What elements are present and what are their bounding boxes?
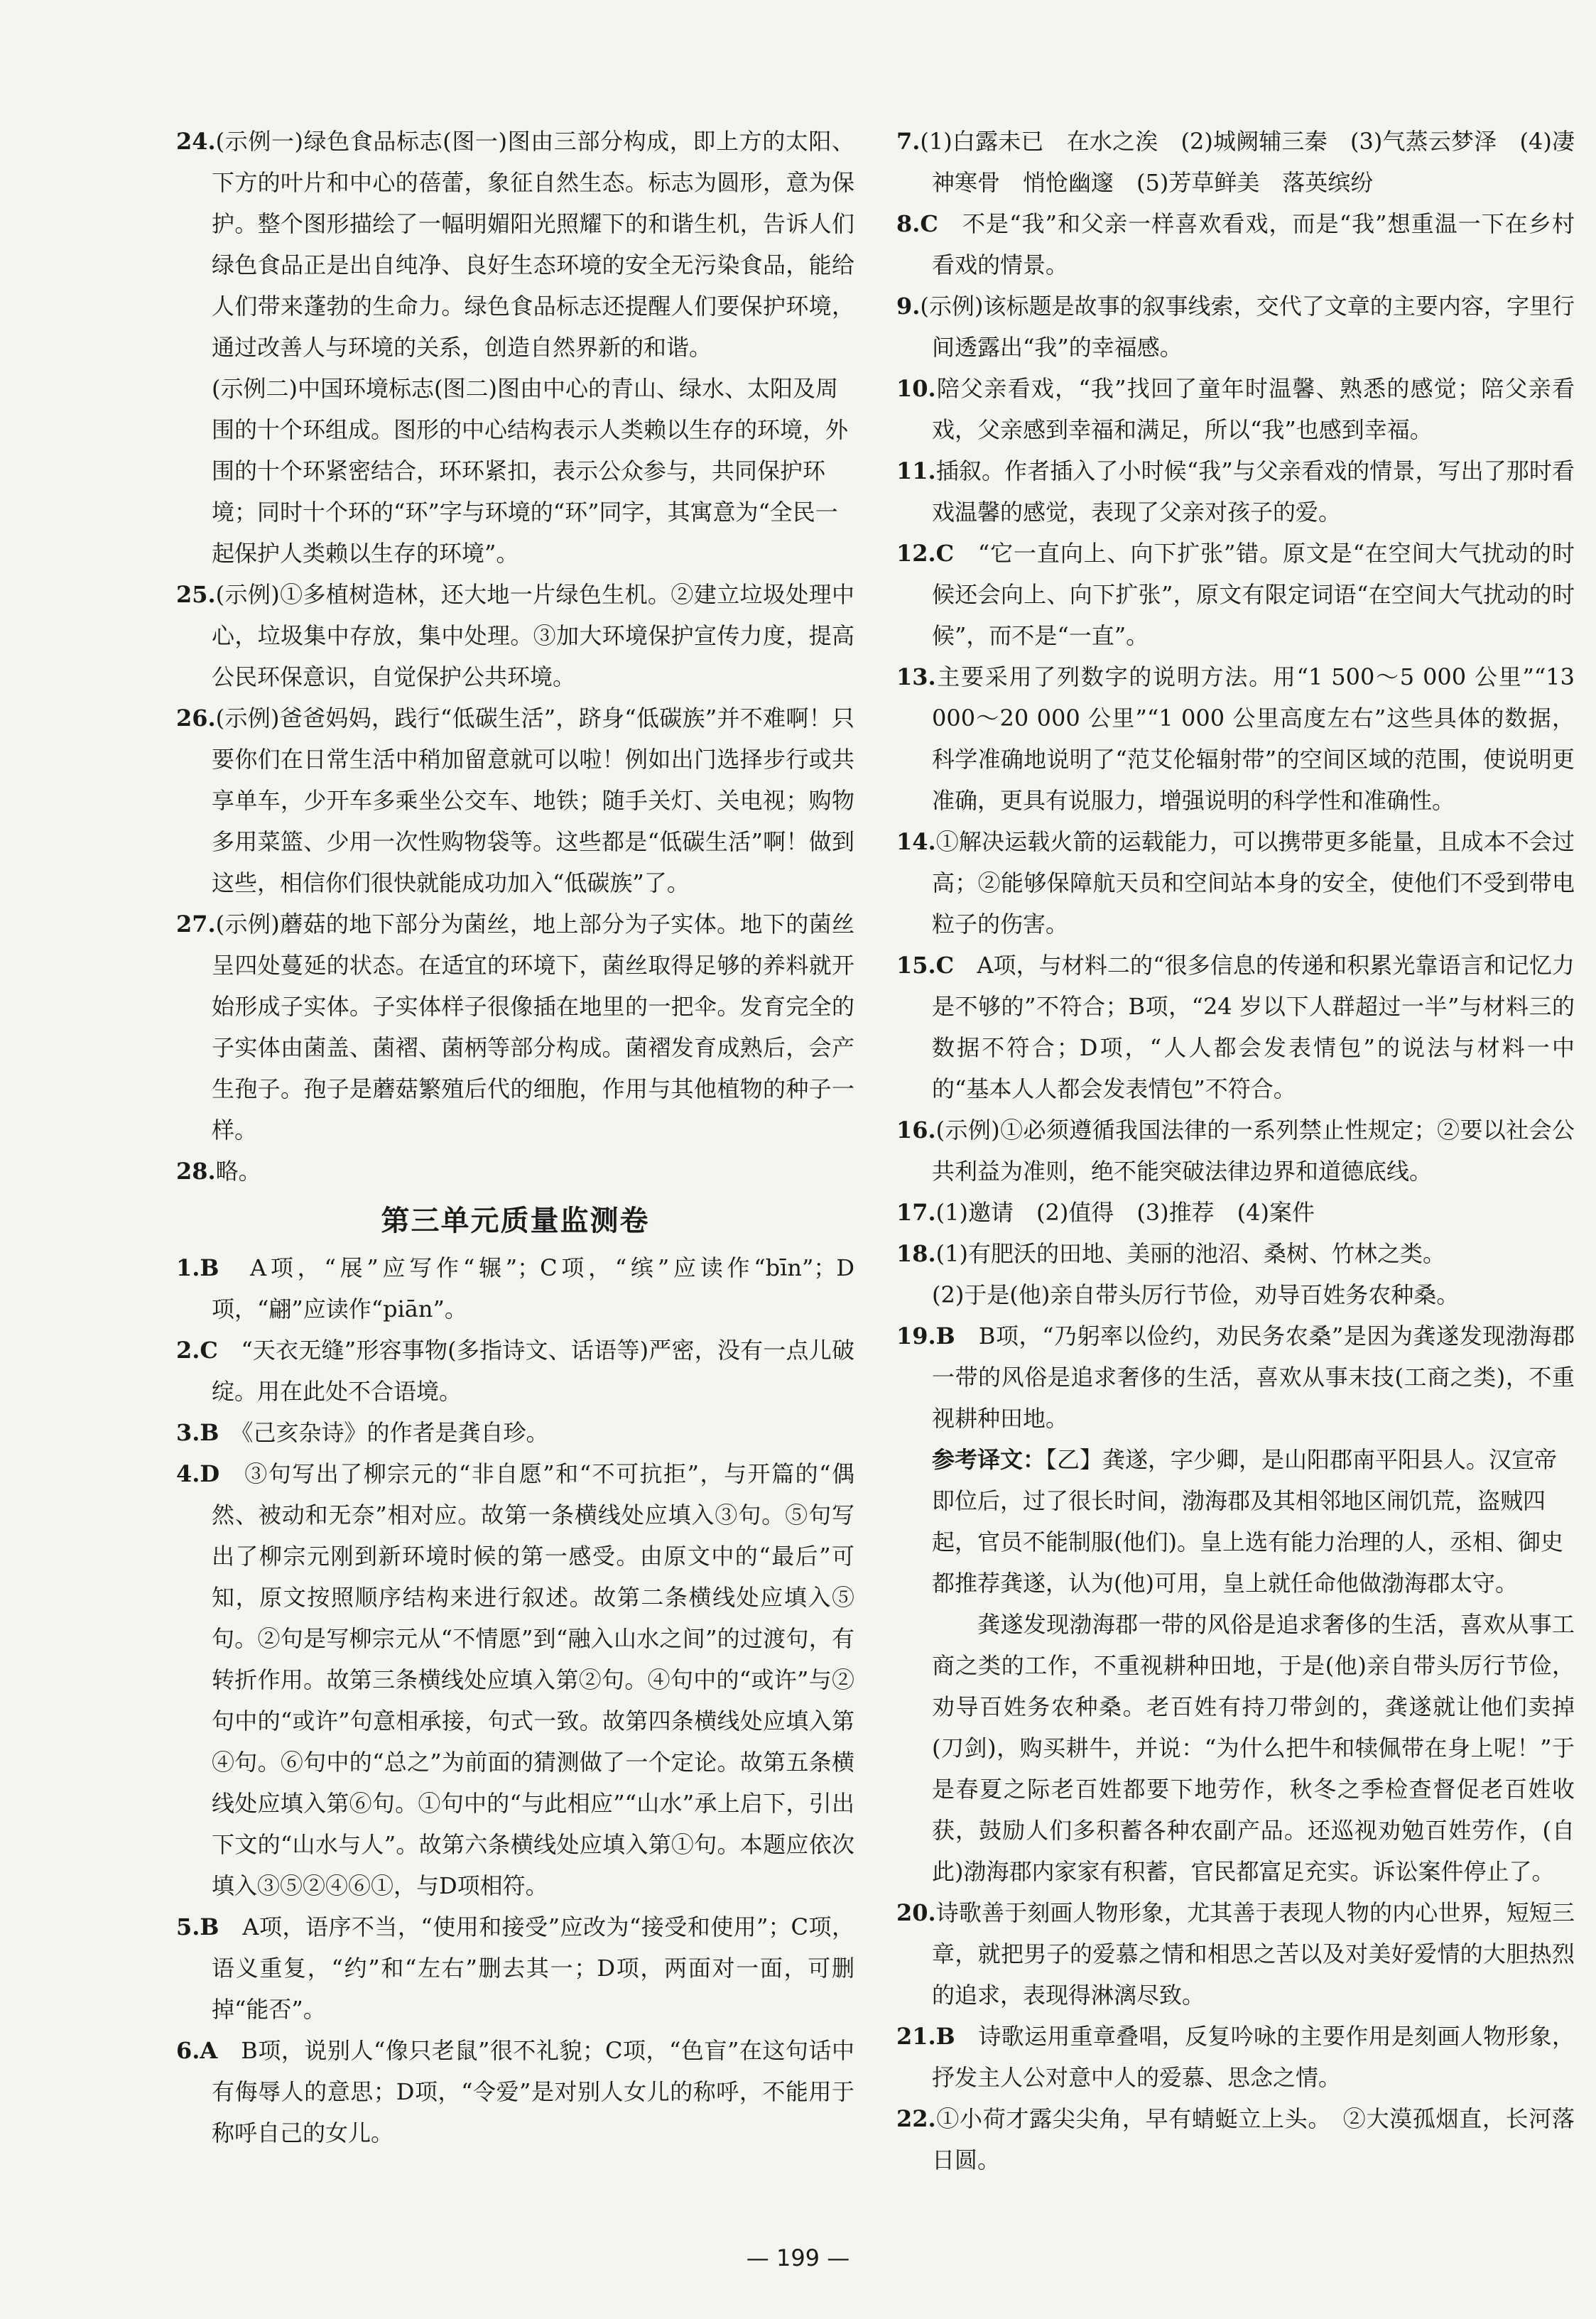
answer-s15: 15.C A项，与材料二的“很多信息的传递和积累光靠语言和记忆力是不够的”不符合；B项，“24 岁以下人群超过一半”与材料三的数据不符合；D项，“人人都会发表情包”的说法与材料一中的“基本人人都会发表情包”不符合。 <box>896 952 1575 1102</box>
answer-s19: 19.B B项，“乃躬率以俭约，劝民务农桑”是因为龚遂发现渤海郡一带的风俗是追求奢侈的生活，喜欢从事末技(工商之类)，不重视耕种田地。 <box>896 1323 1575 1432</box>
answer-s1: 1.B A项，“展”应写作“辗”；C项，“缤”应读作“bīn”；D项，“翩”应读作“piān”。 <box>176 1254 854 1323</box>
left-column <box>176 121 854 2154</box>
reference-translation-cont: 龚遂发现渤海郡一带的风俗是追求奢侈的生活，喜欢从事工商之类的工作，不重视耕种田地，于是(他)亲自带头厉行节俭，劝导百姓务农种桑。老百姓有持刀带剑的，龚遂就让他们卖掉(刀剑)，购买耕牛，并说：“为什么把牛和犊佩带在身上呢！”于是春夏之际老百姓都要下地劳作，秋冬之季检查督促老百姓收获，鼓励人们多积蓄各种农副产品。还巡视劝勉百姓劳作，(自此)渤海郡内家家有积蓄，官民都富足充实。诉讼案件停止了。 <box>932 1611 1575 1885</box>
answer-s18b: (2)于是(他)亲自带头厉行节俭，劝导百姓务农种桑。 <box>932 1281 1460 1308</box>
answer-26: 26.(示例)爸爸妈妈，践行“低碳生活”，跻身“低碳族”并不难啊！只要你们在日常生活中稍加留意就可以啦！例如出门选择步行或共享单车，少开车多乘坐公交车、地铁；随手关灯、关电视；购物多用菜篮、少用一次性购物袋等。这些都是“低碳生活”啊！做到这些，相信你们很快就能成功加入“低碳族”了。 <box>176 705 854 896</box>
answer-s11: 11.插叙。作者插入了小时候“我”与父亲看戏的情景，写出了那时看戏温馨的感觉，表现了父亲对孩子的爱。 <box>896 457 1575 526</box>
right-column <box>896 121 1575 2180</box>
answer-s13: 13.主要采用了列数字的说明方法。用“1 500～5 000 公里”“13 000～20 000 公里”“1 000 公里高度左右”这些具体的数据，科学准确地说明了“范艾伦辐射带”的空间区域的范围，使说明更准确，更具有说服力，增强说明的科学性和准确性。 <box>896 663 1575 814</box>
answer-s5: 5.B A项，语序不当，“使用和接受”应改为“接受和使用”；C项，语义重复，“约”和“左右”删去其一；D项，两面对一面，可删掉“能否”。 <box>176 1913 854 2023</box>
answer-28: 28.略。 <box>176 1158 261 1185</box>
answer-s8: 8.C 不是“我”和父亲一样喜欢看戏，而是“我”想重温一下在乡村看戏的情景。 <box>896 210 1575 278</box>
answer-s20: 20.诗歌善于刻画人物形象，尤其善于表现人物的内心世界，短短三章，就把男子的爱慕之情和相思之苦以及对美好爱情的大胆热烈的追求，表现得淋漓尽致。 <box>896 1899 1575 2009</box>
answer-s14: 14.①解决运载火箭的运载能力，可以携带更多能量，且成本不会过高；②能够保障航天员和空间站本身的安全，使他们不受到带电粒子的伤害。 <box>896 828 1575 938</box>
answer-s12: 12.C “它一直向上、向下扩张”错。原文是“在空间大气扰动的时候还会向上、向下扩张”，原文有限定词语“在空间大气扰动的时候”，而不是“一直”。 <box>896 540 1575 649</box>
answer-s6: 6.A B项，说别人“像只老鼠”很不礼貌；C项，“色盲”在这句话中有侮辱人的意思；D项，“令爱”是对别人女儿的称呼，不能用于称呼自己的女儿。 <box>176 2037 854 2146</box>
answer-24a: 24.(示例一)绿色食品标志(图一)图由三部分构成，即上方的太阳、下方的叶片和中心的蓓蕾，象征自然生态。标志为圆形，意为保护。整个图形描绘了一幅明媚阳光照耀下的和谐生机，告诉人们绿色食品正是出自纯净、良好生态环境的安全无污染食品，能给人们带来蓬勃的生命力。绿色食品标志还提醒人们要保护环境，通过改善人与环境的关系，创造自然界新的和谐。 <box>176 128 854 361</box>
answer-s4: 4.D ③句写出了柳宗元的“非自愿”和“不可抗拒”，与开篇的“偶然、被动和无奈”相对应。故第一条横线处应填入③句。⑤句写出了柳宗元刚到新环境时候的第一感受。由原文中的“最后”可知，原文按照顺序结构来进行叙述。故第二条横线处应填入⑤句。②句是写柳宗元从“不情愿”到“融入山水之间”的过渡句，有转折作用。故第三条横线处应填入第②句。④句中的“或许”与②句中的“或许”句意相承接，句式一致。故第四条横线处应填入第④句。⑥句中的“总之”为前面的猜测做了一个定论。故第五条横线处应填入第⑥句。①句中的“与此相应”“山水”承上启下，引出下文的“山水与人”。故第六条横线处应填入第①句。本题应依次填入③⑤②④⑥①，与D项相符。 <box>176 1460 854 1899</box>
answer-s18a: 18.(1)有肥沃的田地、美丽的池沼、桑树、竹林之类。 <box>896 1240 1446 1267</box>
reference-translation: 参考译文：【乙】龚遂，字少卿，是山阳郡南平阳县人。汉宣帝即位后，过了很长时间，渤海郡及其相邻地区闹饥荒，盗贼四起，官员不能制服(他们)。皇上选有能力治理的人，丞相、御史都推荐龚遂，认为(他)可用，皇上就任命他做渤海郡太守。 <box>932 1446 1563 1597</box>
answer-s3: 3.B 《己亥杂诗》的作者是龚自珍。 <box>176 1419 549 1446</box>
page-number: — 199 — <box>746 2244 850 2271</box>
answer-s10: 10.陪父亲看戏，“我”找回了童年时温馨、熟悉的感觉；陪父亲看戏，父亲感到幸福和满足，所以“我”也感到幸福。 <box>896 375 1575 443</box>
answer-25: 25.(示例)①多植树造林，还大地一片绿色生机。②建立垃圾处理中心，垃圾集中存放，集中处理。③加大环境保护宣传力度，提高公民环保意识，自觉保护公共环境。 <box>176 581 854 690</box>
answer-s7: 7.(1)白露未已 在水之涘 (2)城阙辅三秦 (3)气蒸云梦泽 (4)凄神寒骨 悄怆幽邃 (5)芳草鲜美 落英缤纷 <box>896 128 1575 196</box>
answer-s22: 22.①小荷才露尖尖角，早有蜻蜓立上头。 ②大漠孤烟直，长河落日圆。 <box>896 2105 1575 2173</box>
answer-27: 27.(示例)蘑菇的地下部分为菌丝，地上部分为子实体。地下的菌丝呈四处蔓延的状态。在适宜的环境下，菌丝取得足够的养料就开始形成子实体。子实体样子很像插在地里的一把伞。发育完全的子实体由菌盖、菌褶、菌柄等部分构成。菌褶发育成熟后，会产生孢子。孢子是蘑菇繁殖后代的细胞，作用与其他植物的种子一样。 <box>176 911 854 1144</box>
answer-s16: 16.(示例)①必须遵循我国法律的一系列禁止性规定；②要以社会公共利益为准则，绝不能突破法律边界和道德底线。 <box>896 1117 1575 1185</box>
answer-s9: 9.(示例)该标题是故事的叙事线索，交代了文章的主要内容，字里行间透露出“我”的幸福感。 <box>896 293 1575 361</box>
answer-s21: 21.B 诗歌运用重章叠唱，反复吟咏的主要作用是刻画人物形象，抒发主人公对意中人的爱慕、思念之情。 <box>896 2023 1575 2091</box>
answer-s17: 17.(1)邀请 (2)值得 (3)推荐 (4)案件 <box>896 1199 1315 1226</box>
answer-24b: (示例二)中国环境标志(图二)图由中心的青山、绿水、太阳及周围的十个环组成。图形的中心结构表示人类赖以生存的环境，外围的十个环紧密结合，环环紧扣，表示公众参与，共同保护环境；同时十个环的“环”字与环境的“环”同字，其寓意为“全民一起保护人类赖以生存的环境”。 <box>212 375 849 567</box>
section-title: 第三单元质量监测卷 <box>381 1205 650 1237</box>
answer-s2: 2.C “天衣无缝”形容事物(多指诗文、话语等)严密，没有一点儿破绽。用在此处不合语境。 <box>176 1337 854 1405</box>
